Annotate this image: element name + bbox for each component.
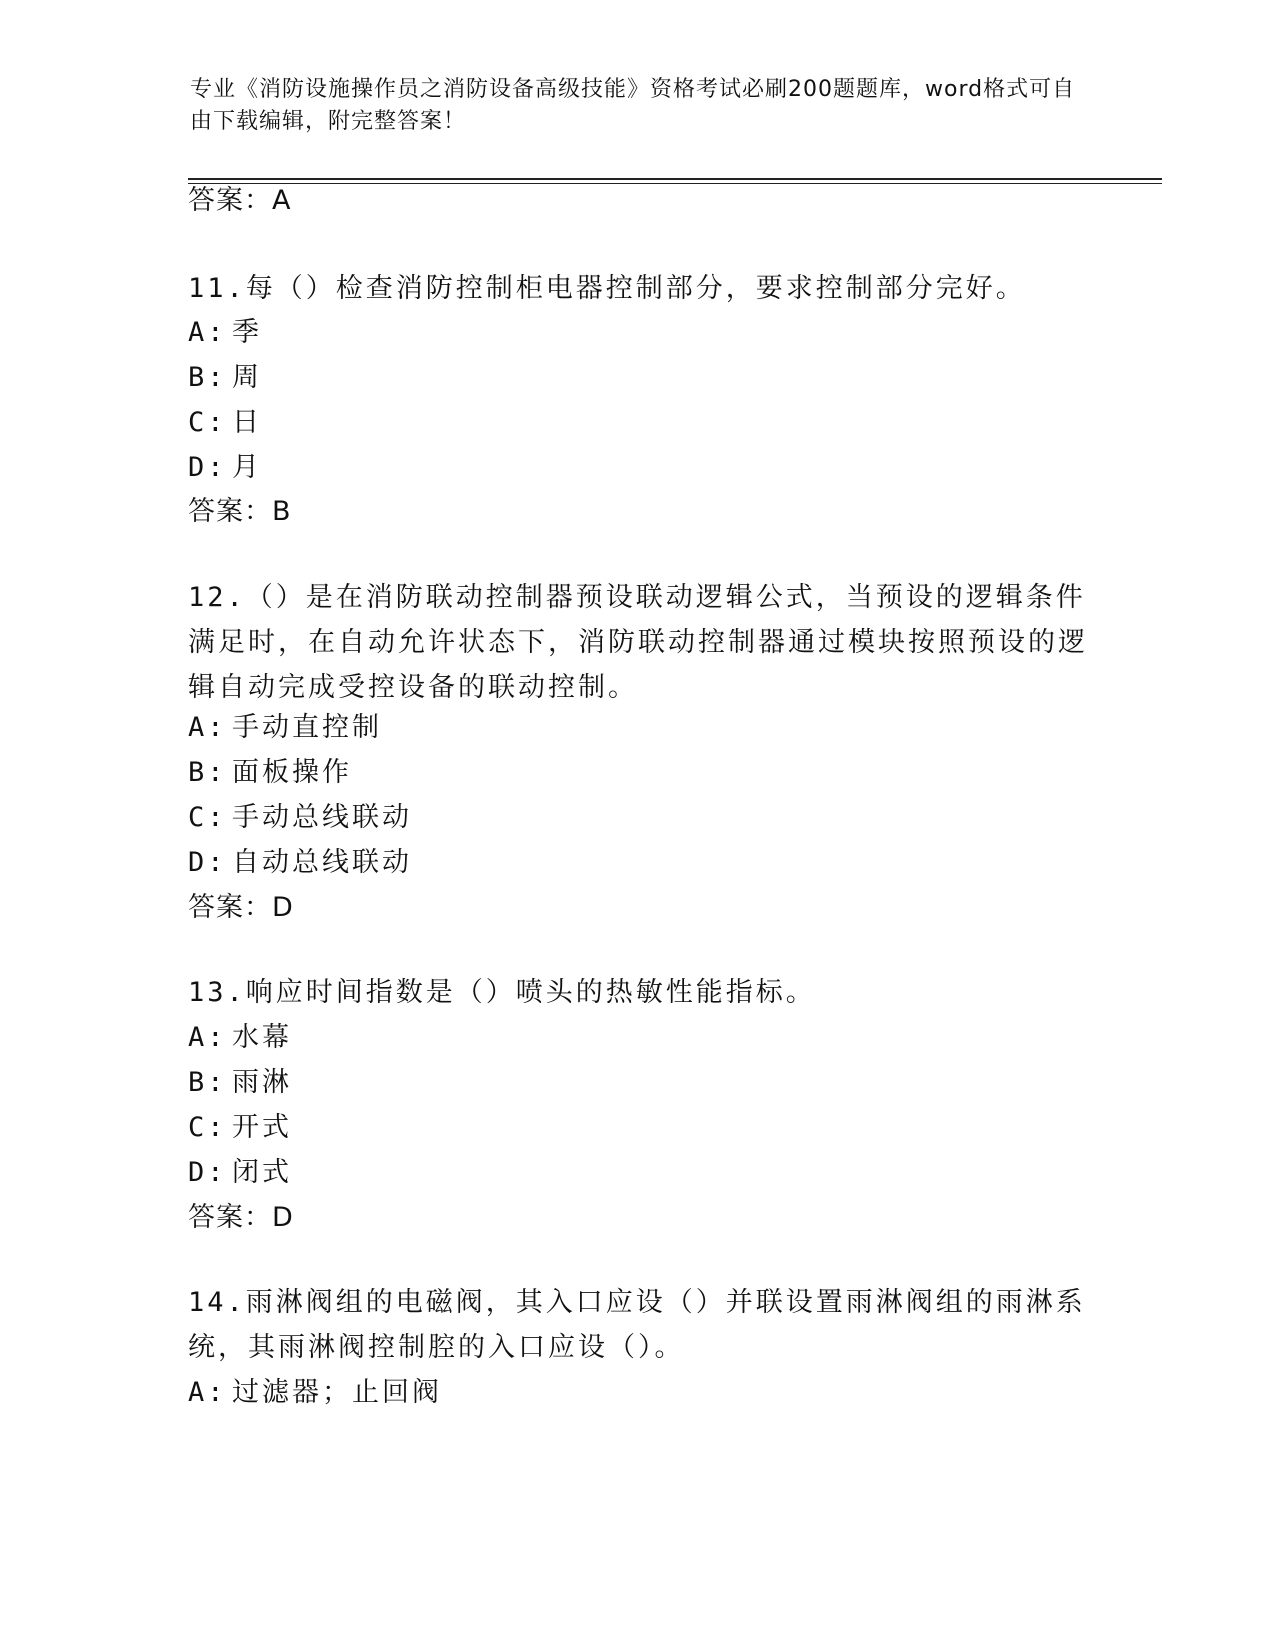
option-label: B: [188, 1067, 227, 1098]
option-label: C: [188, 1112, 227, 1143]
option-text: 季 [232, 317, 262, 348]
question-11-option-d [188, 450, 262, 486]
question-13-option-a [188, 1020, 292, 1056]
question-11-option-b [188, 360, 262, 396]
question-12-option-a [188, 710, 382, 746]
option-label: D: [188, 452, 227, 483]
option-text: 雨淋 [232, 1067, 292, 1098]
header-divider [188, 178, 1162, 180]
option-label: A: [188, 1377, 227, 1408]
question-12-option-b [188, 755, 352, 791]
question-13-option-c [188, 1110, 292, 1146]
option-label: C: [188, 802, 227, 833]
option-label: D: [188, 847, 227, 878]
question-11-text: 11.每（）检查消防控制柜电器控制部分，要求控制部分完好。 [188, 273, 1026, 304]
option-label: A: [188, 712, 227, 743]
option-text: 手动总线联动 [232, 802, 412, 833]
option-text: 手动直控制 [232, 712, 382, 743]
question-12-text: 12.（）是在消防联动控制器预设联动逻辑公式，当预设的逻辑条件满足时，在自动允许状态下，消防联动控制器通过模块按照预设的逻辑自动完成受控设备的联动控制。 [188, 582, 1088, 703]
option-text: 月 [232, 452, 262, 483]
option-label: D: [188, 1157, 227, 1188]
question-14-text: 14.雨淋阀组的电磁阀，其入口应设（）并联设置雨淋阀组的雨淋系统，其雨淋阀控制腔的入口应设（）。 [188, 1287, 1086, 1363]
question-12-answer: 答案：D [188, 892, 294, 923]
option-text: 自动总线联动 [232, 847, 412, 878]
question-13-option-d [188, 1155, 292, 1191]
option-text: 周 [232, 362, 262, 393]
question-12-option-d [188, 845, 412, 881]
option-label: C: [188, 407, 227, 438]
option-text: 水幕 [232, 1022, 292, 1053]
question-11-answer: 答案：B [188, 496, 292, 527]
prev-answer: 答案：A [188, 185, 292, 216]
question-13-text: 13.响应时间指数是（）喷头的热敏性能指标。 [188, 977, 816, 1008]
option-label: A: [188, 1022, 227, 1053]
question-13-answer: 答案：D [188, 1202, 294, 1233]
option-label: A: [188, 317, 227, 348]
question-13-option-b [188, 1065, 292, 1101]
option-label: B: [188, 757, 227, 788]
option-text: 日 [232, 407, 262, 438]
header-divider-thin [188, 183, 1162, 184]
document-header: 专业《消防设施操作员之消防设备高级技能》资格考试必刷200题题库，word格式可自由下载编辑，附完整答案！ [190, 77, 1076, 134]
question-11-option-c [188, 405, 262, 441]
option-label: B: [188, 362, 227, 393]
question-14-option-a [188, 1375, 442, 1411]
option-text: 面板操作 [232, 757, 352, 788]
question-11-option-a [188, 315, 262, 351]
question-12-option-c [188, 800, 412, 836]
option-text: 闭式 [232, 1157, 292, 1188]
option-text: 开式 [232, 1112, 292, 1143]
option-text: 过滤器；止回阀 [232, 1377, 442, 1408]
